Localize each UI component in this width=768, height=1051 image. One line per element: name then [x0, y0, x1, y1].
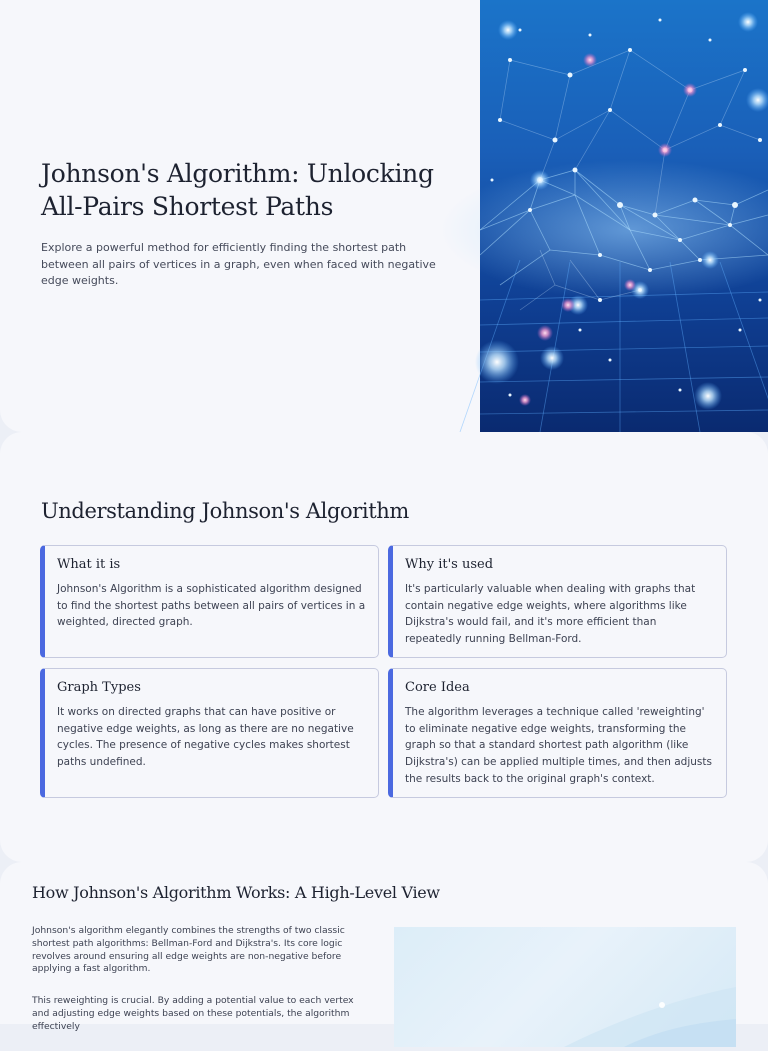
- card-heading: What it is: [57, 557, 121, 572]
- card-heading: Why it's used: [405, 557, 494, 572]
- section-title: Understanding Johnson's Algorithm: [41, 499, 409, 523]
- card-body: Johnson's Algorithm is a sophisticated algorithm designed to find the shortest paths between all pairs of vertices in a weighted, directed graph.: [57, 583, 366, 629]
- card-what-it-is: [40, 545, 379, 658]
- understanding-section: [0, 432, 768, 862]
- card-heading: Graph Types: [57, 680, 141, 695]
- card-body: It's particularly valuable when dealing with graphs that contain negative edge weights, where algorithms like Dijkstra's would fail, and it's more efficient than repeatedly running Bellman-Ford.: [405, 583, 696, 646]
- network-graph-image: [480, 0, 768, 432]
- card-core-idea: [388, 668, 727, 798]
- card-body: It works on directed graphs that can have positive or negative edge weights, as long as there are no negative cycles. The presence of negative cycles makes shortest paths undefined.: [57, 706, 354, 769]
- card-heading: Core Idea: [405, 680, 470, 695]
- hero-section: [0, 0, 768, 432]
- hero-title: Johnson's Algorithm: Unlocking All-Pairs Shortest Paths: [41, 159, 434, 221]
- abstract-light-image: [394, 927, 736, 1047]
- card-why-used: [388, 545, 727, 658]
- section-title: How Johnson's Algorithm Works: A High-Level View: [32, 883, 440, 902]
- paragraph: This reweighting is crucial. By adding a potential value to each vertex and adjusting edge weights based on these potentials, the algorithm effectively: [32, 995, 354, 1032]
- how-it-works-section: [0, 862, 768, 1032]
- card-graph-types: [40, 668, 379, 798]
- hero-subtitle: Explore a powerful method for efficiently finding the shortest path between all pairs of vertices in a graph, even when faced with negative edge weights.: [41, 241, 436, 287]
- paragraph: Johnson's algorithm elegantly combines the strengths of two classic shortest path algorithms: Bellman-Ford and Dijkstra's. Its core logic revolves around ensuring all edge weights are non-negative before applying a fast algorithm.: [32, 925, 345, 975]
- card-body: The algorithm leverages a technique called 'reweighting' to eliminate negative edge weights, transforming the graph so that a standard shortest path algorithm (like Dijkstra's) can be applied multiple times, and then adjusts the results back to the original graph's context.: [405, 706, 712, 785]
